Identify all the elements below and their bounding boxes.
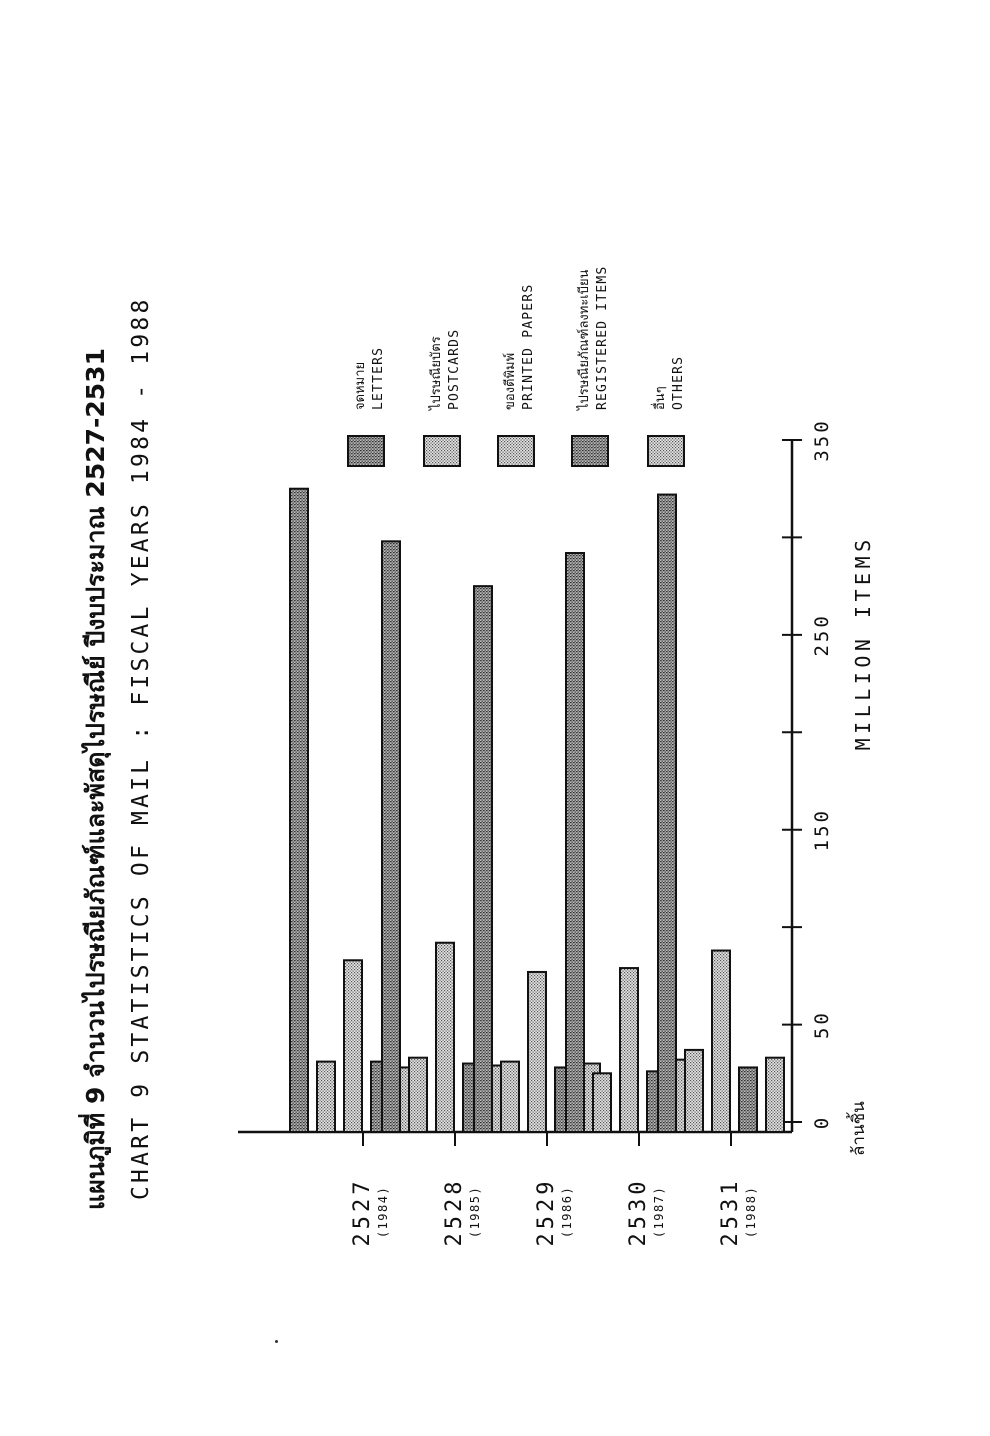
value-tick-label: 250 bbox=[811, 613, 833, 657]
bar-printed-papers-2529 bbox=[528, 972, 546, 1132]
legend-swatch bbox=[572, 436, 608, 466]
legend-label-thai: ของตีพิมพ์ bbox=[503, 352, 518, 410]
category-year-label: (1986) bbox=[560, 1185, 574, 1239]
category-year-label: (1984) bbox=[376, 1185, 390, 1239]
bar-postcards-2531 bbox=[685, 1050, 703, 1132]
scan-speck bbox=[275, 1340, 278, 1343]
bar-postcards-2530 bbox=[593, 1073, 611, 1132]
category-label: 2527 bbox=[350, 1177, 375, 1247]
chart-legend bbox=[348, 266, 686, 466]
category-year-label: (1985) bbox=[468, 1185, 482, 1239]
chart-title: CHART 9 STATISTICS OF MAIL : FISCAL YEARS 1984 - 1988 bbox=[128, 296, 154, 1200]
value-axis-title: MILLION ITEMS bbox=[851, 535, 875, 751]
legend-swatch bbox=[498, 436, 534, 466]
legend-label: POSTCARDS bbox=[447, 328, 462, 410]
bar-letters-2530 bbox=[566, 553, 584, 1132]
category-label: 2530 bbox=[626, 1177, 651, 1247]
legend-label: LETTERS bbox=[371, 346, 386, 410]
legend-label-thai: ไปรษณียภัณฑ์ลงทะเบียน bbox=[577, 269, 592, 410]
bar-printed-papers-2531 bbox=[712, 951, 730, 1132]
legend-swatch bbox=[424, 436, 460, 466]
legend-label: PRINTED PAPERS bbox=[521, 283, 536, 410]
bar-postcards-2527 bbox=[317, 1062, 335, 1132]
category-year-label: (1988) bbox=[744, 1185, 758, 1239]
bar-letters-2531 bbox=[658, 495, 676, 1132]
plot-area bbox=[238, 418, 875, 1246]
category-year-label: (1987) bbox=[652, 1185, 666, 1239]
chart-title-thai: แผนภูมิที่ 9 จำนวนไปรษณียภัณฑ์และพัสดุไปรษณีย์ ปีงบประมาณ 2527-2531 bbox=[81, 348, 110, 1210]
bar-letters-2527 bbox=[290, 489, 308, 1132]
legend-label-thai: จดหมาย bbox=[353, 361, 368, 410]
value-tick-label: 0 bbox=[811, 1114, 833, 1130]
category-label: 2529 bbox=[534, 1177, 559, 1247]
category-label: 2531 bbox=[718, 1177, 743, 1247]
legend-label-thai: ไปรษณียบัตร bbox=[429, 336, 444, 410]
bar-others-2531 bbox=[766, 1058, 784, 1132]
bar-printed-papers-2530 bbox=[620, 968, 638, 1132]
bar-printed-papers-2528 bbox=[436, 943, 454, 1132]
category-label: 2528 bbox=[442, 1177, 467, 1247]
legend-swatch bbox=[648, 436, 684, 466]
value-tick-label: 150 bbox=[811, 808, 833, 852]
legend-label: REGISTERED ITEMS bbox=[595, 265, 610, 410]
legend-label-thai: อื่นๆ bbox=[653, 386, 668, 410]
legend-label: OTHERS bbox=[671, 355, 686, 410]
value-tick-label: 350 bbox=[811, 418, 833, 462]
value-tick-label: 50 bbox=[811, 1010, 833, 1040]
legend-swatch bbox=[348, 436, 384, 466]
bar-printed-papers-2527 bbox=[344, 960, 362, 1132]
bar-registered-items-2531 bbox=[739, 1067, 757, 1132]
bar-postcards-2529 bbox=[501, 1062, 519, 1132]
value-axis-title-thai: ล้านชิ้น bbox=[849, 1101, 869, 1156]
bar-postcards-2528 bbox=[409, 1058, 427, 1132]
bar-letters-2529 bbox=[474, 586, 492, 1132]
bar-letters-2528 bbox=[382, 541, 400, 1132]
